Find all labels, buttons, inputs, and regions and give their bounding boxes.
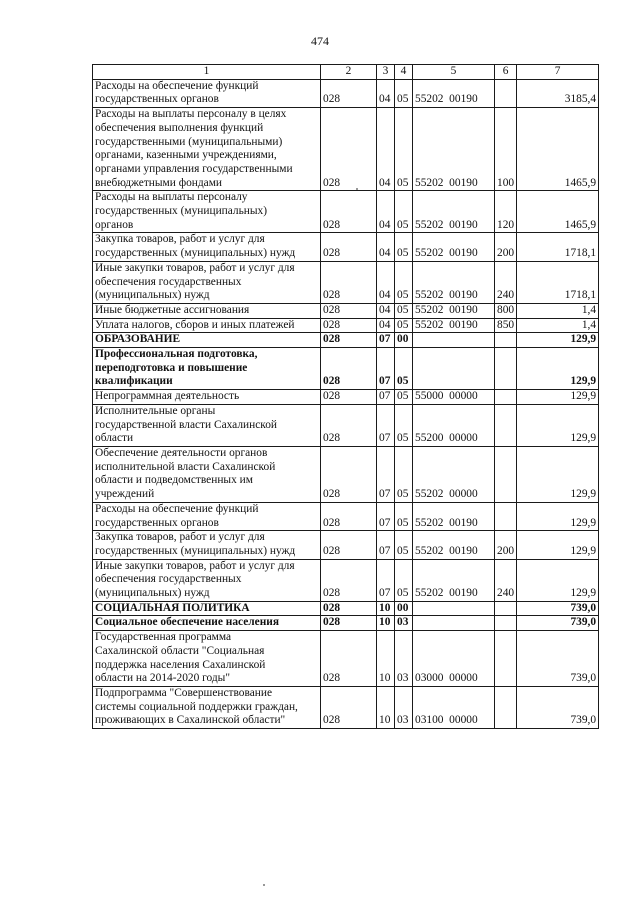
row-name-line: государственных (муниципальных) нужд — [95, 544, 296, 557]
row-name — [93, 191, 321, 233]
cell-subsection-code: 03 — [395, 631, 413, 687]
cell-expense-type-code: 800 — [495, 303, 517, 318]
row-name-line: Обеспечение деятельности органов — [95, 446, 268, 459]
row-name-line: Закупка товаров, работ и услуг для — [95, 233, 265, 246]
table-row — [93, 303, 599, 318]
cell-ministry-code: 028 — [321, 502, 377, 530]
row-name-line: государственными (муниципальными) — [95, 135, 283, 148]
cell-amount: 1465,9 — [517, 191, 599, 233]
column-header-6: 6 — [495, 65, 517, 80]
row-name-line: Профессиональная подготовка, — [95, 348, 258, 361]
row-name-line: учреждений — [95, 488, 155, 501]
row-name — [93, 333, 321, 348]
row-name-line: обеспечения государственных — [95, 573, 242, 586]
cell-section-code: 10 — [377, 601, 395, 616]
table-row — [93, 348, 599, 390]
cell-ministry-code: 028 — [321, 79, 377, 107]
cell-target-article-code — [413, 333, 495, 348]
cell-ministry-code: 028 — [321, 616, 377, 631]
table-row — [93, 233, 599, 261]
cell-amount: 129,9 — [517, 559, 599, 601]
table-row — [93, 631, 599, 687]
table-row — [93, 79, 599, 107]
table-row — [93, 404, 599, 446]
row-name-line: области — [95, 432, 134, 445]
cell-subsection-code: 05 — [395, 390, 413, 405]
cell-subsection-code: 00 — [395, 601, 413, 616]
cell-target-article-code: 55202 00190 — [413, 191, 495, 233]
cell-ministry-code: 028 — [321, 108, 377, 191]
row-name-line: исполнительной власти Сахалинской — [95, 460, 276, 473]
cell-subsection-code: 05 — [395, 559, 413, 601]
cell-section-code: 10 — [377, 686, 395, 728]
row-name-line: квалификации — [95, 375, 173, 388]
row-name-line: Расходы на обеспечение функций — [95, 79, 259, 92]
cell-expense-type-code — [495, 631, 517, 687]
row-name-line: Расходы на выплаты персоналу — [95, 191, 248, 204]
cell-target-article-code — [413, 616, 495, 631]
cell-ministry-code: 028 — [321, 559, 377, 601]
row-name-line: обеспечения государственных — [95, 275, 242, 288]
column-header-7: 7 — [517, 65, 599, 80]
table-row — [93, 108, 599, 191]
cell-amount: 3185,4 — [517, 79, 599, 107]
column-header-1: 1 — [93, 65, 321, 80]
cell-target-article-code: 55202 00000 — [413, 446, 495, 502]
cell-ministry-code: 028 — [321, 531, 377, 559]
row-name — [93, 686, 321, 728]
cell-expense-type-code: 240 — [495, 261, 517, 303]
cell-target-article-code: 55000 00000 — [413, 390, 495, 405]
cell-ministry-code: 028 — [321, 333, 377, 348]
cell-target-article-code: 55200 00000 — [413, 404, 495, 446]
cell-amount: 129,9 — [517, 446, 599, 502]
row-name-line: Социальное обеспечение населения — [95, 616, 279, 629]
column-header-4: 4 — [395, 65, 413, 80]
table-row — [93, 686, 599, 728]
cell-subsection-code: 00 — [395, 333, 413, 348]
cell-section-code: 04 — [377, 318, 395, 333]
cell-ministry-code: 028 — [321, 404, 377, 446]
cell-target-article-code: 55202 00190 — [413, 318, 495, 333]
row-name-line: Подпрограмма "Совершенствование — [95, 686, 273, 699]
row-name-line: органами, казенными учреждениями, — [95, 149, 277, 162]
cell-expense-type-code — [495, 404, 517, 446]
row-name-line: Уплата налогов, сборов и иных платежей — [95, 318, 295, 331]
row-name — [93, 404, 321, 446]
row-name-line: обеспечения выполнения функций — [95, 121, 264, 134]
row-name-line: переподготовка и повышение — [95, 361, 248, 374]
table-row — [93, 191, 599, 233]
row-name-line: Государственная программа — [95, 631, 232, 644]
row-name-line: государственных (муниципальных) нужд — [95, 247, 296, 260]
cell-ministry-code: 028 — [321, 303, 377, 318]
row-name — [93, 446, 321, 502]
cell-ministry-code: 028 — [321, 348, 377, 390]
cell-amount: 129,9 — [517, 502, 599, 530]
cell-amount: 739,0 — [517, 601, 599, 616]
cell-ministry-code: 028 — [321, 601, 377, 616]
cell-section-code: 07 — [377, 559, 395, 601]
cell-amount: 1,4 — [517, 303, 599, 318]
cell-ministry-code: 028 — [321, 390, 377, 405]
row-name — [93, 79, 321, 107]
cell-expense-type-code — [495, 616, 517, 631]
cell-amount: 739,0 — [517, 631, 599, 687]
row-name — [93, 559, 321, 601]
cell-ministry-code: 028 — [321, 631, 377, 687]
cell-expense-type-code — [495, 333, 517, 348]
row-name-line: области и подведомственных им — [95, 474, 253, 487]
column-header-3: 3 — [377, 65, 395, 80]
cell-section-code: 07 — [377, 446, 395, 502]
cell-section-code: 10 — [377, 631, 395, 687]
cell-amount: 1,4 — [517, 318, 599, 333]
table-row — [93, 531, 599, 559]
cell-section-code: 07 — [377, 531, 395, 559]
cell-section-code: 04 — [377, 303, 395, 318]
row-name-line: ОБРАЗОВАНИЕ — [95, 333, 181, 346]
row-name-line: (муниципальных) нужд — [95, 587, 210, 600]
cell-expense-type-code: 200 — [495, 233, 517, 261]
cell-ministry-code: 028 — [321, 446, 377, 502]
cell-expense-type-code: 240 — [495, 559, 517, 601]
cell-section-code: 07 — [377, 502, 395, 530]
table-row — [93, 333, 599, 348]
cell-ministry-code: 028 — [321, 261, 377, 303]
row-name — [93, 531, 321, 559]
cell-target-article-code: 55202 00190 — [413, 502, 495, 530]
row-name-line: государственных (муниципальных) — [95, 205, 268, 218]
cell-ministry-code: 028 — [321, 686, 377, 728]
cell-subsection-code: 05 — [395, 348, 413, 390]
row-name — [93, 631, 321, 687]
column-header-5: 5 — [413, 65, 495, 80]
table-row — [93, 318, 599, 333]
cell-amount: 129,9 — [517, 404, 599, 446]
row-name-line: области на 2014-2020 годы" — [95, 672, 230, 685]
row-name — [93, 601, 321, 616]
cell-subsection-code: 05 — [395, 502, 413, 530]
cell-target-article-code: 03000 00000 — [413, 631, 495, 687]
row-name-line: Иные закупки товаров, работ и услуг для — [95, 559, 295, 572]
cell-subsection-code: 05 — [395, 531, 413, 559]
table-header-row — [93, 65, 599, 80]
table-row — [93, 502, 599, 530]
row-name-line: поддержка населения Сахалинской — [95, 658, 266, 671]
cell-subsection-code: 05 — [395, 318, 413, 333]
cell-target-article-code: 55202 00190 — [413, 79, 495, 107]
cell-expense-type-code — [495, 79, 517, 107]
cell-target-article-code: 55202 00190 — [413, 108, 495, 191]
cell-section-code: 07 — [377, 404, 395, 446]
cell-target-article-code — [413, 601, 495, 616]
row-name-line: проживающих в Сахалинской области" — [95, 714, 286, 727]
cell-subsection-code: 05 — [395, 303, 413, 318]
cell-amount: 1718,1 — [517, 261, 599, 303]
cell-expense-type-code — [495, 601, 517, 616]
cell-target-article-code: 55202 00190 — [413, 531, 495, 559]
row-name-line: системы социальной поддержки граждан, — [95, 700, 298, 713]
row-name — [93, 261, 321, 303]
row-name — [93, 390, 321, 405]
row-name-line: Исполнительные органы — [95, 404, 216, 417]
row-name-line: органов — [95, 218, 134, 231]
table-row — [93, 601, 599, 616]
cell-expense-type-code — [495, 446, 517, 502]
row-name-line: государственной власти Сахалинской — [95, 418, 278, 431]
row-name-line: внебюджетными фондами — [95, 176, 223, 189]
row-name-line: государственных органов — [95, 93, 219, 106]
cell-expense-type-code — [495, 502, 517, 530]
cell-subsection-code: 05 — [395, 446, 413, 502]
cell-ministry-code: 028 — [321, 191, 377, 233]
column-header-2: 2 — [321, 65, 377, 80]
cell-subsection-code: 03 — [395, 686, 413, 728]
cell-section-code: 04 — [377, 191, 395, 233]
row-name-line: органами управления государственными — [95, 162, 293, 175]
table-row — [93, 616, 599, 631]
row-name — [93, 318, 321, 333]
cell-subsection-code: 03 — [395, 616, 413, 631]
cell-amount: 129,9 — [517, 390, 599, 405]
cell-expense-type-code: 200 — [495, 531, 517, 559]
cell-expense-type-code: 100 — [495, 108, 517, 191]
row-name-line: Иные закупки товаров, работ и услуг для — [95, 261, 295, 274]
cell-target-article-code: 55202 00190 — [413, 233, 495, 261]
row-name-line: (муниципальных) нужд — [95, 289, 210, 302]
budget-table — [92, 64, 599, 729]
cell-target-article-code: 55202 00190 — [413, 261, 495, 303]
cell-expense-type-code: 120 — [495, 191, 517, 233]
cell-expense-type-code: 850 — [495, 318, 517, 333]
cell-section-code: 04 — [377, 108, 395, 191]
cell-section-code: 07 — [377, 390, 395, 405]
row-name — [93, 303, 321, 318]
cell-ministry-code: 028 — [321, 318, 377, 333]
cell-amount: 129,9 — [517, 531, 599, 559]
cell-ministry-code: 028 — [321, 233, 377, 261]
row-name-line: Расходы на обеспечение функций — [95, 502, 259, 515]
table-row — [93, 446, 599, 502]
row-name — [93, 233, 321, 261]
row-name-line: СОЦИАЛЬНАЯ ПОЛИТИКА — [95, 601, 250, 614]
row-name — [93, 108, 321, 191]
row-name-line: государственных органов — [95, 516, 219, 529]
row-name-line: Закупка товаров, работ и услуг для — [95, 531, 265, 544]
cell-subsection-code: 05 — [395, 404, 413, 446]
scan-speck — [356, 188, 358, 190]
row-name-line: Иные бюджетные ассигнования — [95, 303, 250, 316]
page-number: 474 — [311, 34, 329, 48]
row-name — [93, 348, 321, 390]
cell-amount: 129,9 — [517, 333, 599, 348]
cell-section-code: 07 — [377, 348, 395, 390]
cell-expense-type-code — [495, 390, 517, 405]
cell-section-code: 04 — [377, 79, 395, 107]
cell-subsection-code: 05 — [395, 108, 413, 191]
table-row — [93, 559, 599, 601]
cell-amount: 1718,1 — [517, 233, 599, 261]
cell-expense-type-code — [495, 348, 517, 390]
cell-subsection-code: 05 — [395, 261, 413, 303]
cell-section-code: 04 — [377, 233, 395, 261]
cell-expense-type-code — [495, 686, 517, 728]
row-name — [93, 616, 321, 631]
cell-subsection-code: 05 — [395, 79, 413, 107]
cell-section-code: 04 — [377, 261, 395, 303]
cell-section-code: 10 — [377, 616, 395, 631]
cell-amount: 1465,9 — [517, 108, 599, 191]
table-row — [93, 390, 599, 405]
cell-amount: 739,0 — [517, 616, 599, 631]
cell-amount: 129,9 — [517, 348, 599, 390]
cell-amount: 739,0 — [517, 686, 599, 728]
row-name-line: Непрограммная деятельность — [95, 390, 240, 403]
table-row — [93, 261, 599, 303]
cell-subsection-code: 05 — [395, 233, 413, 261]
cell-target-article-code: 03100 00000 — [413, 686, 495, 728]
row-name — [93, 502, 321, 530]
cell-section-code: 07 — [377, 333, 395, 348]
cell-target-article-code: 55202 00190 — [413, 559, 495, 601]
row-name-line: Расходы на выплаты персоналу в целях — [95, 108, 287, 121]
row-name-line: Сахалинской области "Социальная — [95, 644, 265, 657]
cell-target-article-code: 55202 00190 — [413, 303, 495, 318]
scan-speck — [263, 884, 265, 886]
cell-subsection-code: 05 — [395, 191, 413, 233]
budget-table-body — [93, 65, 599, 729]
cell-target-article-code — [413, 348, 495, 390]
